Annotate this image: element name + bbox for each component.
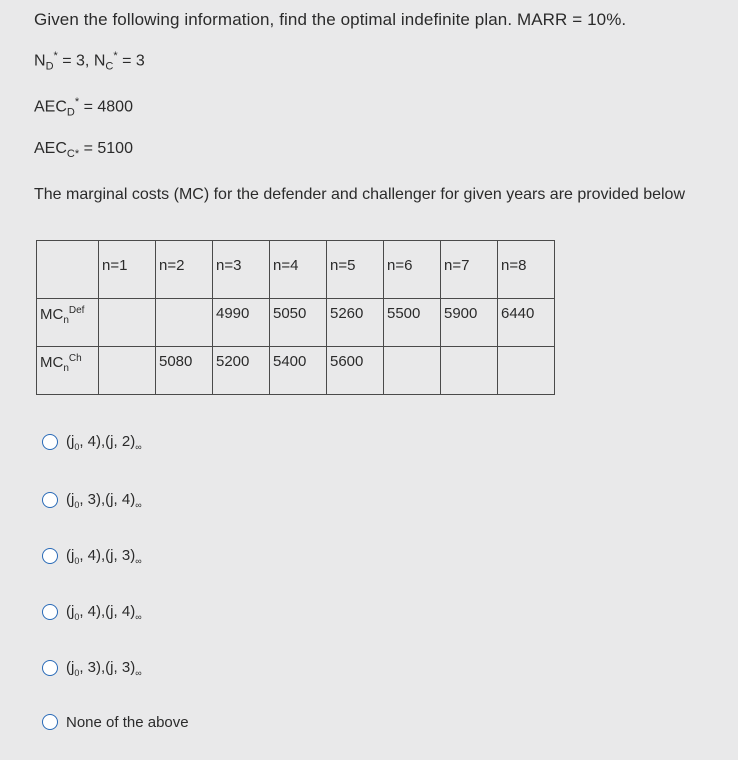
radio-button[interactable]: [42, 660, 58, 676]
answer-option[interactable]: [42, 544, 142, 568]
table-header-cell: n=7: [441, 241, 498, 299]
radio-button[interactable]: [42, 492, 58, 508]
table-cell: [498, 347, 555, 395]
table-cell: 5400: [270, 347, 327, 395]
table-header-cell: n=1: [99, 241, 156, 299]
table-header-cell: n=3: [213, 241, 270, 299]
option-label: None of the above: [66, 713, 189, 731]
table-cell: 5900: [441, 299, 498, 347]
option-label: ($j_0$, 3),(j, $4)_\infty$: [66, 490, 142, 510]
answer-option[interactable]: [42, 488, 142, 512]
nc-label: N: [93, 52, 106, 70]
answer-option[interactable]: [42, 600, 142, 624]
answer-option[interactable]: [42, 430, 142, 454]
nd-label: N: [34, 52, 46, 70]
table-cell: 6440: [498, 299, 555, 347]
given-n-values: [34, 50, 145, 73]
table-header-cell: n=2: [156, 241, 213, 299]
marginal-cost-table: [36, 240, 555, 395]
nc-value: = 3: [117, 52, 145, 70]
table-header-cell: n=8: [498, 241, 555, 299]
option-label: ($j_0$, 4),(j, $2)_\infty$: [66, 432, 142, 452]
radio-button[interactable]: [42, 604, 58, 620]
table-cell: 5600: [327, 347, 384, 395]
table-cell: 5260: [327, 299, 384, 347]
given-aecc: [34, 140, 133, 160]
table-cell: [99, 299, 156, 347]
nd-sup: *: [53, 50, 58, 62]
table-row-defender: [37, 299, 555, 347]
table-row-challenger: [37, 347, 555, 395]
option-label: ($j_0$, 4),(j, $3)_\infty$: [66, 546, 142, 566]
table-cell: 4990: [213, 299, 270, 347]
table-header-row: [37, 241, 555, 299]
aecd-sup: *: [74, 96, 80, 108]
aecc-label: AEC: [34, 140, 67, 157]
given-aecd: [34, 96, 133, 119]
question-title: Given the following information, find the optimal indefinite plan. MARR = 10%.: [34, 10, 627, 29]
table-cell: 5500: [384, 299, 441, 347]
row-label-mc-def: $MC_n^{Def}$: [37, 299, 99, 347]
table-header-cell: n=6: [384, 241, 441, 299]
table-header-cell: n=5: [327, 241, 384, 299]
table-cell: [441, 347, 498, 395]
table-cell: 5050: [270, 299, 327, 347]
aecd-sub: D: [66, 106, 75, 119]
nd-value: = 3,: [57, 52, 94, 70]
option-label: ($j_0$, 4),(j, $4)_\infty$: [66, 602, 142, 622]
answer-option[interactable]: [42, 656, 142, 680]
table-corner-cell: [37, 241, 99, 299]
nc-sup: *: [113, 50, 118, 62]
aecc-sub: C*: [66, 148, 80, 161]
nd-sub: D: [45, 60, 54, 73]
answer-option[interactable]: [42, 710, 189, 734]
radio-button[interactable]: [42, 714, 58, 730]
aecd-value: = 4800: [79, 98, 133, 116]
aecd-label: AEC: [34, 98, 67, 116]
table-header-cell: n=4: [270, 241, 327, 299]
table-intro-paragraph: The marginal costs (MC) for the defender and challenger for given years are provided below: [34, 186, 685, 203]
nc-sub: C: [105, 60, 114, 73]
table-cell: 5200: [213, 347, 270, 395]
table-cell: [156, 299, 213, 347]
radio-button[interactable]: [42, 548, 58, 564]
table-cell: [99, 347, 156, 395]
table-cell: 5080: [156, 347, 213, 395]
option-label: ($j_0$, 3),(j, $3)_\infty$: [66, 658, 142, 678]
aecc-value: = 5100: [79, 140, 133, 157]
table-cell: [384, 347, 441, 395]
radio-button[interactable]: [42, 434, 58, 450]
row-label-mc-ch: $MC_n^{Ch}$: [37, 347, 99, 395]
